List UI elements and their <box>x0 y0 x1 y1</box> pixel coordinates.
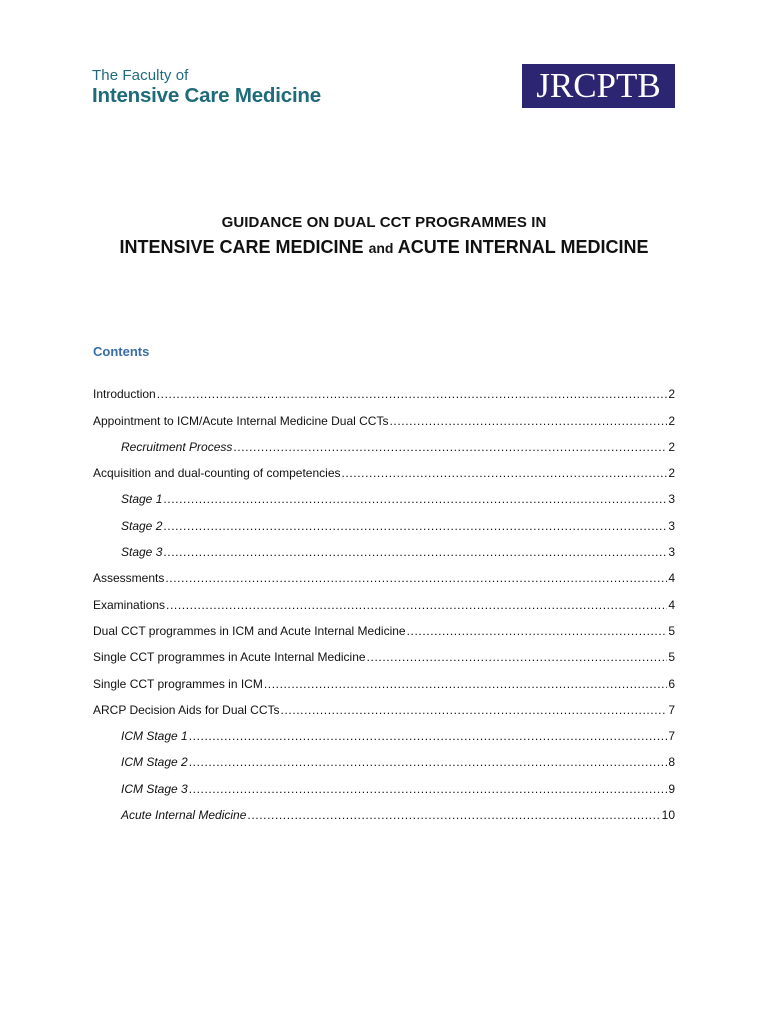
toc-entry-label[interactable]: ICM Stage 1 <box>121 729 188 744</box>
toc-entry[interactable] <box>93 692 675 718</box>
toc-entry[interactable] <box>93 429 675 455</box>
toc-entry-label[interactable]: Stage 2 <box>121 518 163 533</box>
toc-entry-label[interactable]: Single CCT programmes in Acute Internal Medicine <box>93 650 366 665</box>
toc-entry-page[interactable]: 2 <box>668 413 675 428</box>
ficm-logo-line2: Intensive Care Medicine <box>92 84 321 107</box>
toc-entry-label[interactable]: Recruitment Process <box>121 439 233 454</box>
title-line1: GUIDANCE ON DUAL CCT PROGRAMMES IN <box>221 214 547 231</box>
toc-leader-dots <box>189 754 668 770</box>
toc-entry[interactable] <box>93 744 675 770</box>
toc-entry-label[interactable]: Stage 1 <box>121 492 163 507</box>
toc-entry[interactable] <box>93 665 675 691</box>
toc-entry-label[interactable]: Introduction <box>93 387 156 402</box>
table-of-contents <box>93 376 675 823</box>
toc-entry-page[interactable]: 8 <box>668 755 675 770</box>
title-line2-part1: INTENSIVE CARE MEDICINE <box>119 237 369 257</box>
toc-entry-page[interactable]: 5 <box>668 650 675 665</box>
toc-entry-label[interactable]: Assessments <box>93 571 165 586</box>
toc-entry[interactable] <box>93 481 675 507</box>
toc-entry-page[interactable]: 6 <box>668 676 675 691</box>
toc-leader-dots <box>407 623 668 639</box>
toc-entry[interactable] <box>93 376 675 402</box>
toc-leader-dots <box>189 781 668 797</box>
toc-entry[interactable] <box>93 586 675 612</box>
toc-entry-label[interactable]: ARCP Decision Aids for Dual CCTs <box>93 702 280 717</box>
document-title <box>0 214 768 259</box>
title-line2-and: and <box>368 240 394 256</box>
toc-entry-page[interactable]: 4 <box>668 571 675 586</box>
toc-entry[interactable] <box>93 507 675 533</box>
toc-entry-page[interactable]: 4 <box>668 597 675 612</box>
toc-leader-dots <box>389 413 667 429</box>
toc-entry-page[interactable]: 2 <box>668 466 675 481</box>
toc-entry[interactable] <box>93 770 675 796</box>
toc-leader-dots <box>233 439 667 455</box>
toc-entry[interactable] <box>93 718 675 744</box>
toc-entry-page[interactable]: 3 <box>668 492 675 507</box>
toc-leader-dots <box>281 702 668 718</box>
toc-entry-page[interactable]: 5 <box>668 623 675 638</box>
ficm-logo <box>92 68 321 107</box>
toc-entry-page[interactable]: 2 <box>668 439 675 454</box>
toc-entry[interactable] <box>93 613 675 639</box>
toc-entry-page[interactable]: 2 <box>668 387 675 402</box>
toc-leader-dots <box>189 728 668 744</box>
toc-entry-label[interactable]: Single CCT programmes in ICM <box>93 676 263 691</box>
toc-entry[interactable] <box>93 560 675 586</box>
toc-leader-dots <box>247 807 660 823</box>
toc-entry-label[interactable]: ICM Stage 3 <box>121 781 188 796</box>
jrcptb-logo: JRCPTB <box>522 64 675 108</box>
toc-entry[interactable] <box>93 534 675 560</box>
toc-leader-dots <box>163 544 667 560</box>
toc-entry-label[interactable]: Dual CCT programmes in ICM and Acute Internal Medicine <box>93 623 406 638</box>
toc-entry-page[interactable]: 7 <box>668 702 675 717</box>
title-line2 <box>0 236 768 259</box>
toc-entry-label[interactable]: ICM Stage 2 <box>121 755 188 770</box>
toc-leader-dots <box>367 649 668 665</box>
toc-entry[interactable] <box>93 639 675 665</box>
title-line2-part2: ACUTE INTERNAL MEDICINE <box>393 237 649 257</box>
toc-entry[interactable] <box>93 402 675 428</box>
toc-entry-page[interactable]: 3 <box>668 545 675 560</box>
toc-leader-dots <box>163 518 667 534</box>
contents-heading: Contents <box>93 344 150 359</box>
toc-entry[interactable] <box>93 455 675 481</box>
toc-entry-label[interactable]: Appointment to ICM/Acute Internal Medicine Dual CCTs <box>93 413 389 428</box>
toc-leader-dots <box>157 386 668 402</box>
toc-leader-dots <box>165 570 667 586</box>
toc-entry-page[interactable]: 7 <box>668 729 675 744</box>
toc-entry-label[interactable]: Acquisition and dual-counting of competencies <box>93 466 341 481</box>
toc-entry-label[interactable]: Acute Internal Medicine <box>121 808 247 823</box>
toc-entry-page[interactable]: 3 <box>668 518 675 533</box>
ficm-logo-line1: The Faculty of <box>92 67 189 84</box>
toc-entry-label[interactable]: Stage 3 <box>121 545 163 560</box>
toc-entry[interactable] <box>93 797 675 823</box>
toc-entry-page[interactable]: 10 <box>661 808 675 823</box>
toc-entry-page[interactable]: 9 <box>668 781 675 796</box>
toc-leader-dots <box>264 676 667 692</box>
toc-leader-dots <box>342 465 668 481</box>
toc-leader-dots <box>163 491 667 507</box>
toc-entry-label[interactable]: Examinations <box>93 597 166 612</box>
toc-leader-dots <box>166 597 667 613</box>
